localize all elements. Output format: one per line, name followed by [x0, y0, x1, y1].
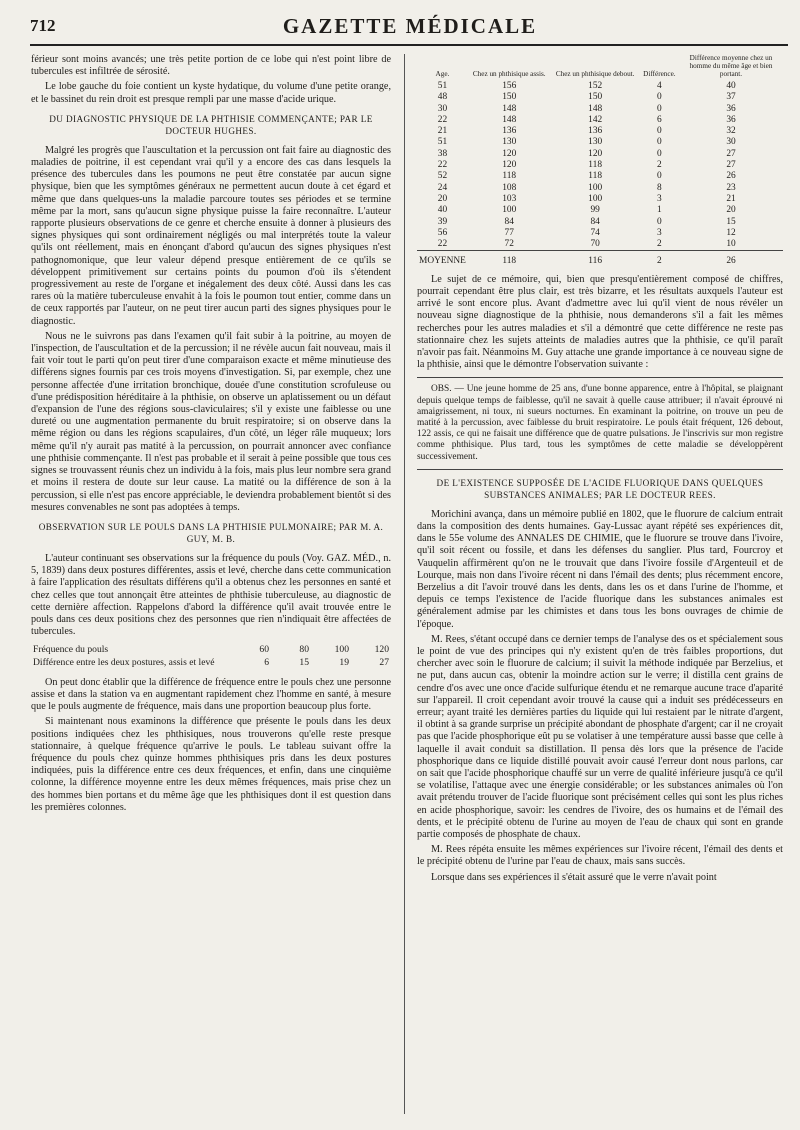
- header-rule: [30, 44, 788, 46]
- standing-cell: 84: [590, 216, 600, 227]
- table-row: [417, 149, 783, 160]
- right-column: [417, 54, 783, 887]
- table-row: [417, 104, 783, 115]
- age-cell: 24: [437, 182, 448, 193]
- table-row: [417, 115, 783, 126]
- mean-difference-cell: 32: [726, 126, 736, 137]
- table-row: [417, 194, 783, 205]
- paragraph: Nous ne le suivrons pas dans l'examen qu'il fait subir à la poitrine, au moyen de l'inspection, de l'auscultation et de la percussion; il ne révèle aucun fait nouveau, mais il fait voir tout le parti qu'on peut tirer d'une comparaison exacte et même minutieuse des différens signes fournis par ces trois moyens d'investigation. Si, par exemple, chez une personne affectée d'une irritation bronchique, douée d'une constitution scrofuleuse ou d'une prédisposition héréditaire à la phthisie, on observe un aplatissement ou un défaut d'expansion de l'une des régions sous-claviculaires; s'il y existe une faiblesse ou une dureté ou une augmentation permanente du bruit respiratoire; si on observe dans la même région ou dans les régions scapulaires, d'un côté, un léger râle muqueux; lors même qu'il n'y aurait pas matité à la percussion, on pourrait annoncer avec confiance une phthisie commençante. Il n'est pas probable et il serait à peine possible que tous ces signes se trouvassent réunis chez un individu à la fois, mais plus leur nombre sera grand et moins il restera de doute sur leur cause. La matité ou la différence de son à la percussion, si elle n'est pas encore appréciable, le deviendra probablement bientôt si des mesures convenables ne sont pas adoptées à temps.: [31, 330, 391, 513]
- pulse-table: [417, 54, 783, 268]
- standing-cell: 152: [588, 81, 603, 91]
- observation-block: [417, 384, 783, 462]
- mean-difference-cell: 15: [726, 216, 736, 227]
- table-row: [417, 171, 783, 182]
- mean-row: [417, 251, 783, 268]
- table-row: [417, 217, 783, 228]
- separator: [417, 377, 783, 378]
- sitting-cell: 108: [502, 182, 517, 193]
- difference-cell: 8: [657, 182, 662, 193]
- sitting-cell: 103: [502, 193, 517, 204]
- difference-label: Différence entre les deux postures, assis et levé: [33, 656, 215, 668]
- mean-difference-cell: 23: [726, 182, 736, 193]
- sitting-cell: 156: [502, 81, 517, 91]
- frequency-value: 80: [299, 644, 309, 656]
- col-header-standing: Chez un phthisique debout.: [555, 70, 635, 78]
- difference-cell: 4: [657, 81, 662, 91]
- mean-healthy-difference: 26: [679, 251, 783, 268]
- sitting-cell: 84: [504, 216, 514, 227]
- table-row: [417, 205, 783, 216]
- paragraph: Le sujet de ce mémoire, qui, bien que presqu'entièrement composé de chiffres, pourrait cependant être plus clair, est très bizarre, et les résultats auxquels l'auteur est arrivé le sont encore plus. Avant d'admettre avec lui qu'il vient de nous révéler un nouveau signe diagnostique de la phthisie, nous demanderons s'il a fait les mêmes recherches pour les autres maladies et s'il a démontré que cette différence ne reste pas stationnaire chez les sujets atteints de maladies autres que la phthisie, ce qu'il paraît n'avoir pas fait. Néanmoins M. Guy attache une grande importance à ce nouveau signe de la phthisie, ainsi que le démontre l'observation suivante :: [417, 273, 783, 371]
- frequency-value: 120: [374, 644, 389, 656]
- difference-cell: 0: [657, 103, 662, 114]
- pulse-table-body: [417, 81, 783, 251]
- paragraph: Lorsque dans ses expériences il s'était assuré que le verre n'avait point: [431, 871, 717, 883]
- difference-value: 6: [264, 656, 269, 668]
- sitting-cell: 148: [502, 103, 517, 114]
- difference-cell: 1: [657, 205, 662, 216]
- sitting-cell: 148: [502, 114, 517, 125]
- pulse-table-header: [417, 54, 783, 81]
- age-cell: 51: [437, 137, 448, 148]
- difference-cell: 0: [657, 216, 662, 227]
- section-title-hughes: DU DIAGNOSTIC PHYSIQUE DE LA PHTHISIE COMMENÇANTE; PAR LE DOCTEUR HUGHES.: [49, 113, 373, 136]
- paragraph: Malgré les progrès que l'auscultation et la percussion ont fait faire au diagnostic des maladies de poitrine, il est cependant vrai qu'il y a encore des cas dans lesquels la présence des tubercules dans les poumons ne peut être constatée par aucun signe physique, bien que les symptômes généraux ne permettent aucun doute à cet égard et même que dans quelques-uns la maladie parcoure toutes ses périodes et se termine même par la mort, sans qu'aucun signe physique puisse la faire reconnaître. L'auteur rapporte plusieurs observations de ce genre et cherche ensuite à donner à plusieurs des signes physiques qui sont ordinairement négligés ou mal interprétés toute la valeur qu'ils ont réellement, mais en énonçant d'abord qu'aucun des signes physiques n'est pathognomonique, que leur valeur dépend presque entièrement de ce qu'ils se développent primitivement sur certains points du poumon d'où ils s'étendent progressivement au reste de l'organe et inégalement des deux côté. Aussi dans les cas rares où la matière tuberculeuse envahit à la fois le poumon tout entier, comme dans un de ceux rapportés par l'auteur, on ne peut tirer aucun parti des signes physiques pour le diagnostic.: [31, 144, 391, 327]
- difference-cell: 2: [657, 239, 662, 250]
- paragraph: Le lobe gauche du foie contient un kyste hydatique, du volume d'une petite orange, et le bassinet du rein droit est presque rempli par une masse d'acide urique.: [31, 81, 391, 105]
- table-row: [417, 228, 783, 239]
- standing-cell: 148: [588, 103, 603, 114]
- sitting-cell: 130: [502, 137, 517, 148]
- difference-cell: 0: [657, 137, 662, 148]
- age-cell: 20: [437, 193, 448, 204]
- table-row: [417, 160, 783, 171]
- difference-cell: 0: [657, 92, 662, 103]
- page-header: [30, 14, 790, 44]
- difference-cell: 0: [657, 126, 662, 137]
- sitting-cell: 72: [504, 239, 514, 250]
- paragraph: M. Rees répéta ensuite les mêmes expériences sur l'ivoire récent, l'émail des dents et le précipité obtenu de l'urine par l'eau de chaux, mais sans succès.: [417, 844, 783, 868]
- difference-cell: 0: [657, 148, 662, 159]
- age-cell: 30: [437, 103, 448, 114]
- mean-difference-cell: 36: [726, 114, 736, 125]
- sitting-cell: 136: [502, 126, 517, 137]
- frequency-row: [31, 644, 391, 656]
- difference-cell: 3: [657, 227, 662, 238]
- age-cell: 51: [437, 81, 448, 91]
- paragraph: férieur sont moins avancés; une très petite portion de ce lobe qui n'est point libre de tubercules est infiltrée de sérosité.: [31, 54, 391, 78]
- publication-title: GAZETTE MÉDICALE: [282, 14, 538, 38]
- age-cell: 21: [437, 126, 448, 137]
- age-cell: 22: [437, 160, 448, 171]
- age-cell: 22: [437, 114, 448, 125]
- section-title-rees: DE L'EXISTENCE SUPPOSÉE DE L'ACIDE FLUORIQUE DANS QUELQUES SUBSTANCES ANIMALES; PAR LE DOCTEUR REES.: [436, 477, 764, 500]
- age-cell: 39: [437, 216, 448, 227]
- frequency-value: 100: [334, 644, 349, 656]
- observation-text: OBS. — Une jeune homme de 25 ans, d'une bonne apparence, entre à l'hôpital, se plaignant depuis quelque temps de faiblesse, qu'il ne savait à quelle cause attribuer; il n'avait éprouvé ni amaigrissement, ni toux, ni sueurs nocturnes. En examinant la poitrine, on trouve un peu de matité à la percussion, avec faiblesse du bruit respiratoire. Le pouls était fréquent, 126 debout, 122 assis, ce qui ne faisait une différence que de quatre pulsations. Je l'inscrivis sur mon registre comme phthisique. Plus tard, tous les symptômes de cette maladie se développèrent successivement.: [417, 384, 783, 462]
- sitting-cell: 120: [502, 160, 517, 171]
- table-row: [417, 126, 783, 137]
- table-row: [417, 81, 783, 92]
- sitting-cell: 120: [502, 148, 517, 159]
- sitting-cell: 100: [502, 205, 517, 216]
- col-header-sitting: Chez un phthisique assis.: [472, 70, 546, 78]
- left-column: [31, 54, 391, 817]
- table-row: [417, 183, 783, 194]
- mean-difference-cell: 27: [726, 160, 736, 171]
- mean-difference-cell: 30: [726, 137, 736, 148]
- mean-difference-cell: 26: [726, 171, 736, 182]
- standing-cell: 130: [588, 137, 603, 148]
- col-header-age: Age.: [435, 70, 450, 78]
- standing-cell: 99: [590, 205, 600, 216]
- separator: [417, 469, 783, 470]
- standing-cell: 74: [590, 227, 600, 238]
- standing-cell: 70: [590, 239, 600, 250]
- frequency-value: 60: [259, 644, 269, 656]
- difference-row: [31, 657, 391, 669]
- difference-value: 19: [339, 656, 349, 668]
- col-header-difference: Différence.: [643, 70, 676, 78]
- standing-cell: 136: [588, 126, 603, 137]
- standing-cell: 118: [588, 171, 603, 182]
- table-row: [417, 92, 783, 103]
- mean-label: MOYENNE: [417, 251, 468, 268]
- age-cell: 56: [437, 227, 448, 238]
- column-divider: [404, 54, 405, 1114]
- mean-difference-cell: 20: [726, 205, 736, 216]
- paragraph: Si maintenant nous examinons la différence que présente le pouls dans les deux positions indiquées chez les phthisiques, nous trouverons qu'elle reste presque stationnaire, à quelque fréquence qu'arrive le pouls. Le tableau suivant offre la fréquence du pouls chez quinze hommes phthisiques pris dans les deux postures indiquées, puis la différence entre ces deux fréquences, et enfin, dans une cinquième colonne, la différence moyenne entre les deux mêmes fréquences, mais prise chez un des hommes bien portans et du même âge que les phthisiques dont il est question dans les premières colonnes.: [31, 716, 391, 813]
- paragraph: M. Rees, s'étant occupé dans ce dernier temps de l'analyse des os et spécialement sous le point de vue des principes qui n'y existent qu'en de très faibles proportions, dut chercher avec soin le fluorure de calcium; il suivit la méthode indiquée par Berzelius, et ne put, dans aucun cas, obtenir la moindre action sur le verre; il distilla cent grains de cendre d'os avec une once d'acide sulfurique étendu et ne remarque aucune trace d'aparité sur l'appareil. Il croit cependant avoir trouvé la cause qui a induit ses prédécesseurs en erreur; ayant traité les dernières parties du liquide qui lui restaient par le nitrate d'argent, il obtint à sa grande surprise un précipité abondant de phosphate d'argent; car il ne croyait pas que l'acide phosphorique eût pu se volatiser à une température aussi basse que celle à laquelle il avait conduit sa distillation. Il pensa dès lors que la présence de l'acide phosphorique dans ce liquide distillé pouvait avoir causé l'erreur dont nous parlons, car on sait que l'acide phosphorique chauffé sur un verre de qualité inférieure jusqu'à ce qu'il se volatilise, l'attaque avec une énergie considérable; or les substances animales où l'on avait prétendu trouver de l'acide fluorique sont précisément celles qui sont les plus riches en acide phosphorique, savoir: les cendres de l'ivoire, des os humains et de l'émail des dents, et le précipité obtenu de l'urine au moyen de l'eau de chaux qui sont en grande partie composés de phosphate de chaux.: [417, 633, 783, 841]
- col-header-mean-difference: Différence moyenne chez un homme du même âge et bien portant.: [689, 54, 773, 78]
- age-cell: 52: [437, 171, 448, 182]
- standing-cell: 120: [588, 148, 603, 159]
- mean-standing: 116: [551, 251, 640, 268]
- mean-difference-cell: 21: [726, 193, 736, 204]
- difference-value: 15: [299, 656, 309, 668]
- difference-cell: 6: [657, 114, 662, 125]
- age-cell: 48: [437, 92, 448, 103]
- standing-cell: 150: [588, 92, 603, 103]
- table-row: [417, 137, 783, 148]
- frequency-label: Fréquence du pouls: [33, 644, 109, 656]
- mean-difference-cell: 10: [726, 239, 736, 250]
- frequency-table: [31, 644, 391, 668]
- sitting-cell: 77: [504, 227, 514, 238]
- age-cell: 38: [437, 148, 448, 159]
- mean-difference-cell: 36: [726, 103, 736, 114]
- table-row: [417, 239, 783, 251]
- section-title-guy: OBSERVATION SUR LE POULS DANS LA PHTHISIE PULMONAIRE; PAR M. A. GUY, M. B.: [38, 521, 384, 544]
- standing-cell: 100: [588, 193, 603, 204]
- standing-cell: 142: [588, 114, 603, 125]
- paragraph: On peut donc établir que la différence de fréquence entre le pouls chez une personne assise et dans la station va en augmentant rapidement chez l'homme en santé, à mesure que le pouls augmente de fréquence, mais dans une proportion beaucoup plus forte.: [31, 676, 391, 713]
- difference-cell: 3: [657, 193, 662, 204]
- age-cell: 40: [437, 205, 448, 216]
- standing-cell: 118: [588, 160, 603, 171]
- mean-sitting: 118: [468, 251, 551, 268]
- mean-difference-cell: 37: [726, 92, 736, 103]
- difference-cell: 0: [657, 171, 662, 182]
- age-cell: 22: [437, 239, 448, 250]
- standing-cell: 100: [588, 182, 603, 193]
- sitting-cell: 150: [502, 92, 517, 103]
- sitting-cell: 118: [502, 171, 517, 182]
- mean-difference-cell: 40: [726, 81, 736, 91]
- paragraph: L'auteur continuant ses observations sur la fréquence du pouls (Voy. GAZ. MÉD., n. 5, 1839) dans deux postures différentes, assis et levé, cherche dans cette communication à faire l'application des résultats différens qu'il a obtenus chez les personnes en santé et chez celles que tout annonçait être atteintes de phthisie tuberculeuse, au diagnostic de cette dernière affection. Rappelons d'abord la différence qu'il avait trouvée entre le pouls dans ces deux positions chez des personnes que rien n'indiquait être affectées de tubercules.: [31, 552, 391, 638]
- difference-cell: 2: [657, 160, 662, 171]
- mean-difference: 2: [640, 251, 679, 268]
- paragraph: Morichini avança, dans un mémoire publié en 1802, que le fluorure de calcium entrait dans la composition des dents humaines. Gay-Lussac ayant répété ses expériences dit, dans le 55e volume des ANNALES DE CHIMIE, que le fluorure se trouve dans l'ivoire, qu'il soit récent ou fossile, et dans les défenses du sanglier. Plus tard, Fourcroy et Vauquelin affirmèrent qu'on ne le trouvait que dans l'ivoire fossile d'Argenteuil et de Lourque, mais non dans l'ivoire récent ni dans l'émail des dents; plus récemment encore, Berzelius a dit l'avoir trouvé dans les dents, dans les os et dans l'urine de l'homme, et depuis ce temps l'existence de l'acide fluorique dans les substances animales est généralement admise par les chimistes et dans tous les bons ouvrages de chimie de l'époque.: [417, 508, 783, 630]
- mean-difference-cell: 12: [726, 227, 736, 238]
- page-number: 712: [30, 16, 56, 35]
- mean-difference-cell: 27: [726, 148, 736, 159]
- difference-value: 27: [379, 656, 389, 668]
